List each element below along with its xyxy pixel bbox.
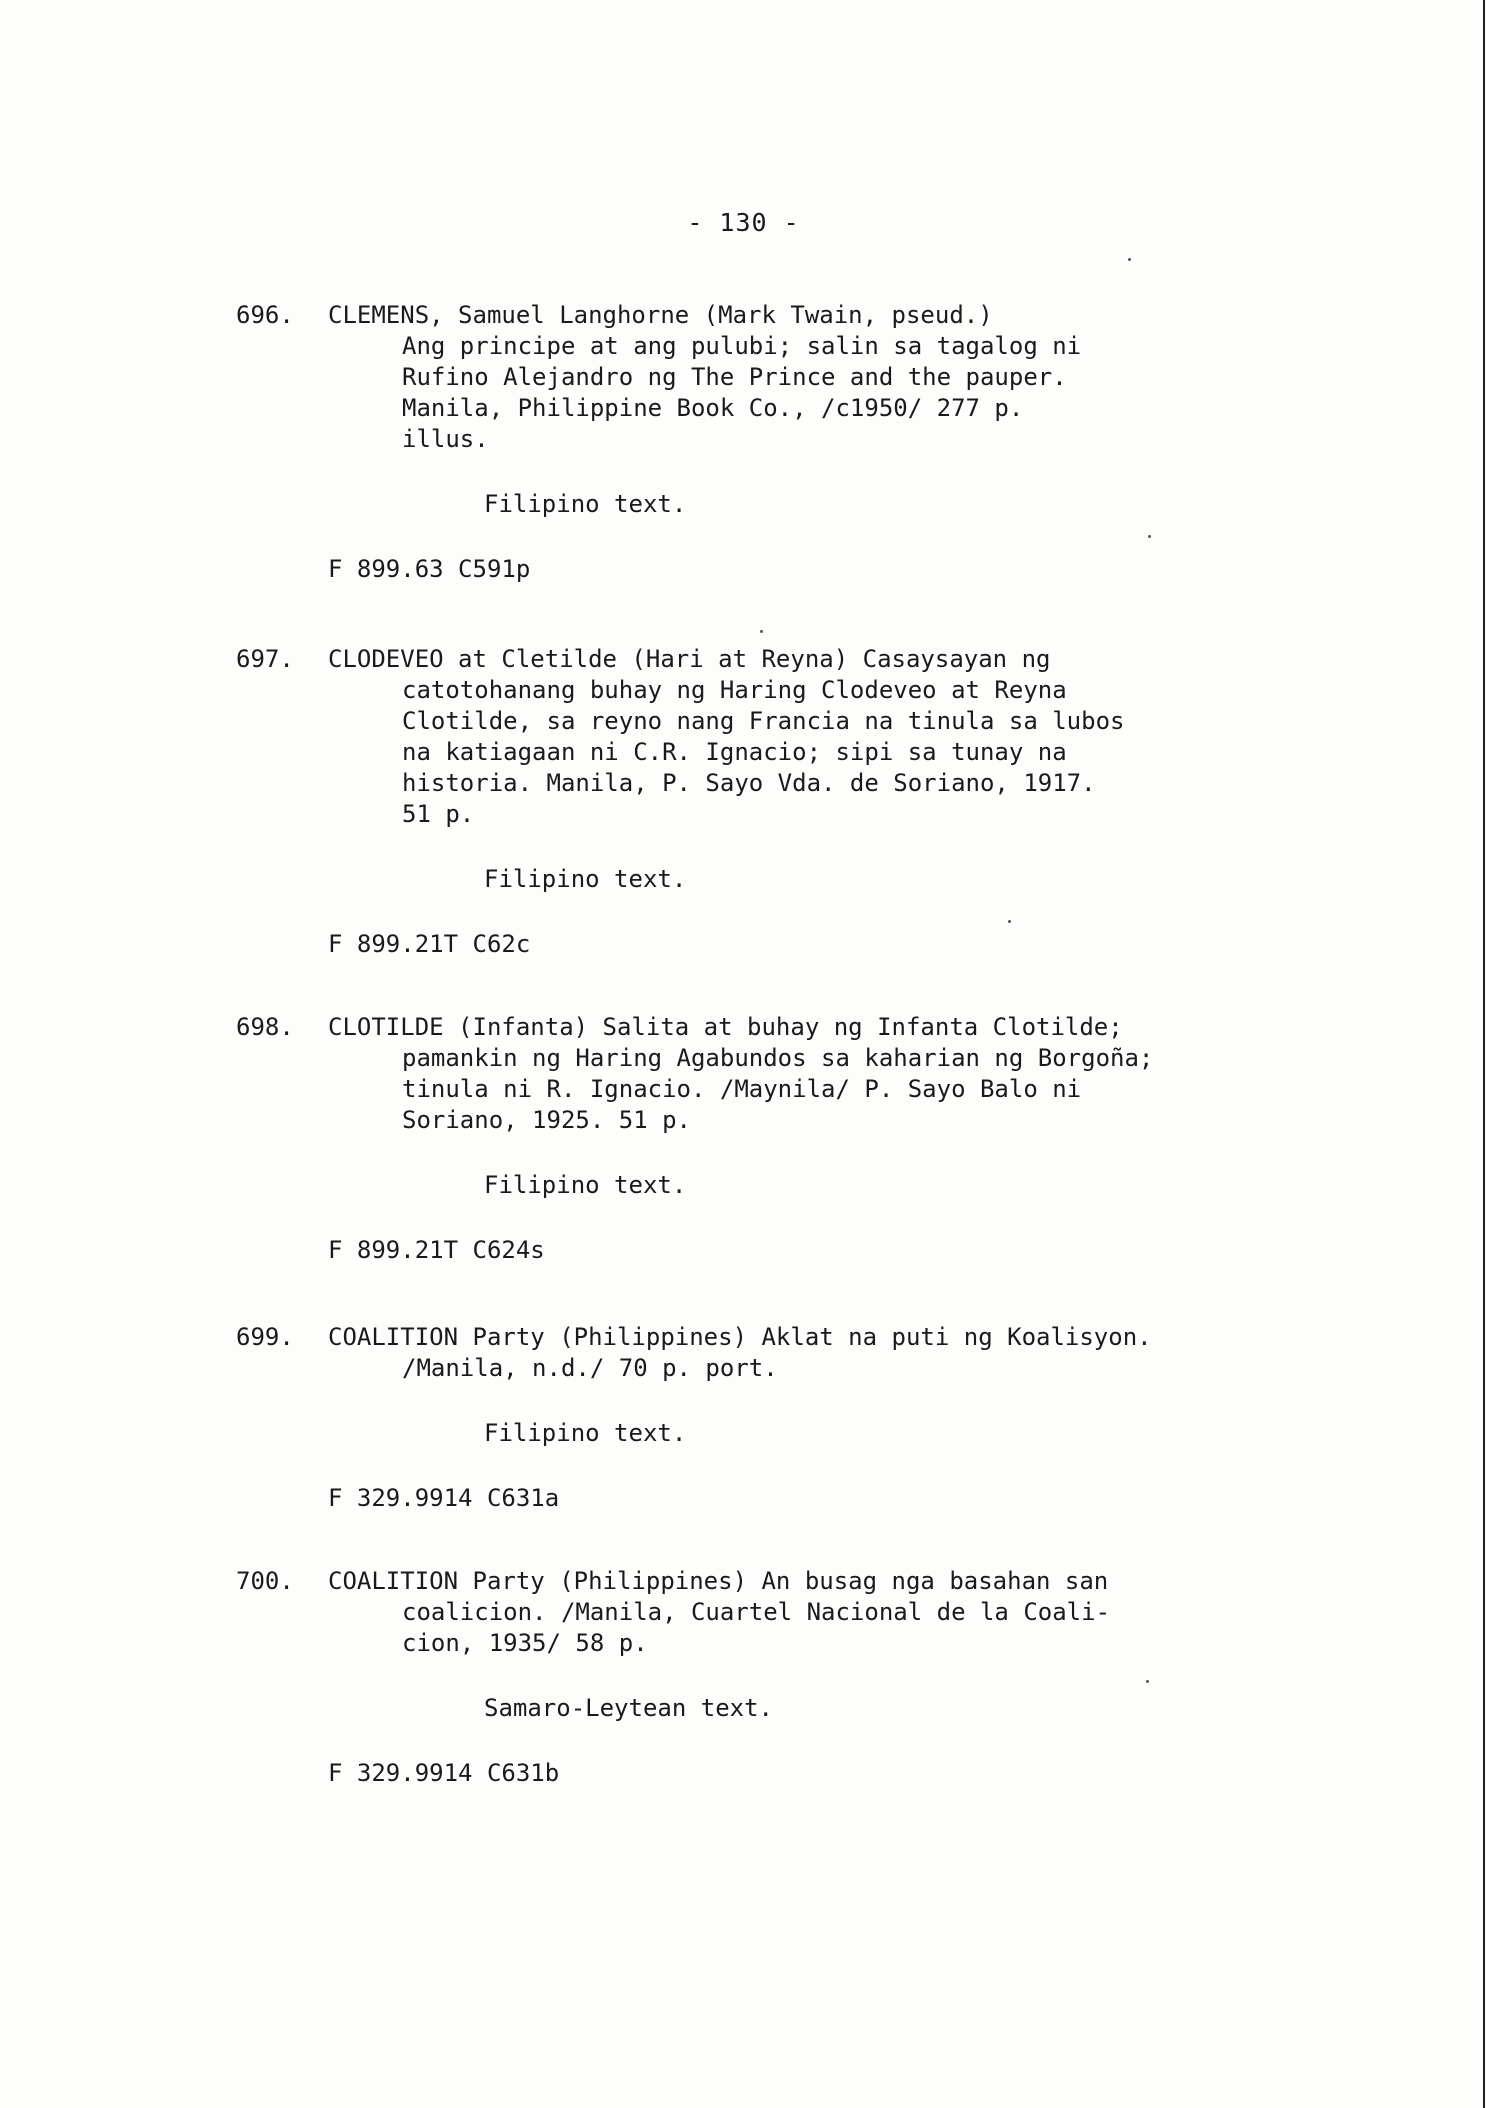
entry-description	[328, 300, 1236, 455]
language-note: Filipino text.	[484, 490, 687, 518]
entry-line: cion, 1935∕ 58 p.	[402, 1629, 648, 1657]
language-note: Filipino text.	[484, 865, 687, 893]
language-note: Filipino text.	[484, 1419, 687, 1447]
entry-heading: CLODEVEO at Cletilde (Hari at Reyna) Casaysayan ng	[328, 645, 1051, 673]
entry-heading: CLOTILDE (Infanta) Salita at buhay ng Infanta Clotilde;	[328, 1013, 1123, 1041]
entry-number: 699.	[236, 1323, 294, 1351]
catalog-entry	[236, 1566, 1236, 1789]
call-number: F 899.63 C591p	[328, 555, 531, 583]
scan-speck	[1008, 920, 1011, 923]
entry-line: Rufino Alejandro ng The Prince and the pauper.	[402, 363, 1067, 391]
entry-line: catotohanang buhay ng Haring Clodeveo at Reyna	[402, 676, 1067, 704]
scan-speck	[1148, 535, 1151, 538]
scan-speck	[760, 630, 763, 633]
scan-edge-line	[1483, 0, 1485, 2108]
entry-description	[328, 1012, 1236, 1136]
entry-number: 696.	[236, 301, 294, 329]
call-number: F 899.21T C624s	[328, 1236, 545, 1264]
entry-heading: COALITION Party (Philippines) An busag nga basahan san	[328, 1567, 1109, 1595]
catalog-entry	[236, 644, 1236, 960]
entry-line: Manila, Philippine Book Co., ∕c1950∕ 277 p.	[402, 394, 1024, 422]
page-number: - 130 -	[687, 208, 800, 237]
catalog-entry	[236, 300, 1236, 585]
entry-description	[328, 644, 1236, 830]
call-number: F 329.9914 C631a	[328, 1484, 560, 1512]
entry-description	[328, 1566, 1236, 1659]
entry-line: 51 p.	[402, 800, 475, 828]
entry-line: na katiagaan ni C.R. Ignacio; sipi sa tunay na	[402, 738, 1067, 766]
entry-line: ∕Manila, n.d.∕ 70 p. port.	[402, 1354, 778, 1382]
call-number: F 329.9914 C631b	[328, 1759, 560, 1787]
entry-heading: COALITION Party (Philippines) Aklat na puti ng Koalisyon.	[328, 1323, 1152, 1351]
entry-description	[328, 1322, 1236, 1384]
entry-line: pamankin ng Haring Agabundos sa kaharian ng Borgoña;	[402, 1044, 1154, 1072]
call-number: F 899.21T C62c	[328, 930, 531, 958]
language-note: Filipino text.	[484, 1171, 687, 1199]
entry-number: 697.	[236, 645, 294, 673]
catalog-entry	[236, 1322, 1236, 1514]
entry-heading: CLEMENS, Samuel Langhorne (Mark Twain, pseud.)	[328, 301, 993, 329]
entry-line: Soriano, 1925. 51 p.	[402, 1106, 691, 1134]
entry-number: 698.	[236, 1013, 294, 1041]
scan-speck	[1128, 258, 1131, 261]
entry-line: Ang principe at ang pulubi; salin sa tagalog ni	[402, 332, 1082, 360]
scan-speck	[1146, 1680, 1149, 1683]
entry-number: 700.	[236, 1567, 294, 1595]
entry-line: tinula ni R. Ignacio. ∕Maynila∕ P. Sayo Balo ni	[402, 1075, 1082, 1103]
entry-line: Clotilde, sa reyno nang Francia na tinula sa lubos	[402, 707, 1125, 735]
language-note: Samaro-Leytean text.	[484, 1694, 773, 1722]
entry-line: historia. Manila, P. Sayo Vda. de Soriano, 1917.	[402, 769, 1096, 797]
entry-line: coalicion. ∕Manila, Cuartel Nacional de la Coali-	[402, 1598, 1111, 1626]
entry-line: illus.	[402, 425, 489, 453]
catalog-entry	[236, 1012, 1236, 1266]
